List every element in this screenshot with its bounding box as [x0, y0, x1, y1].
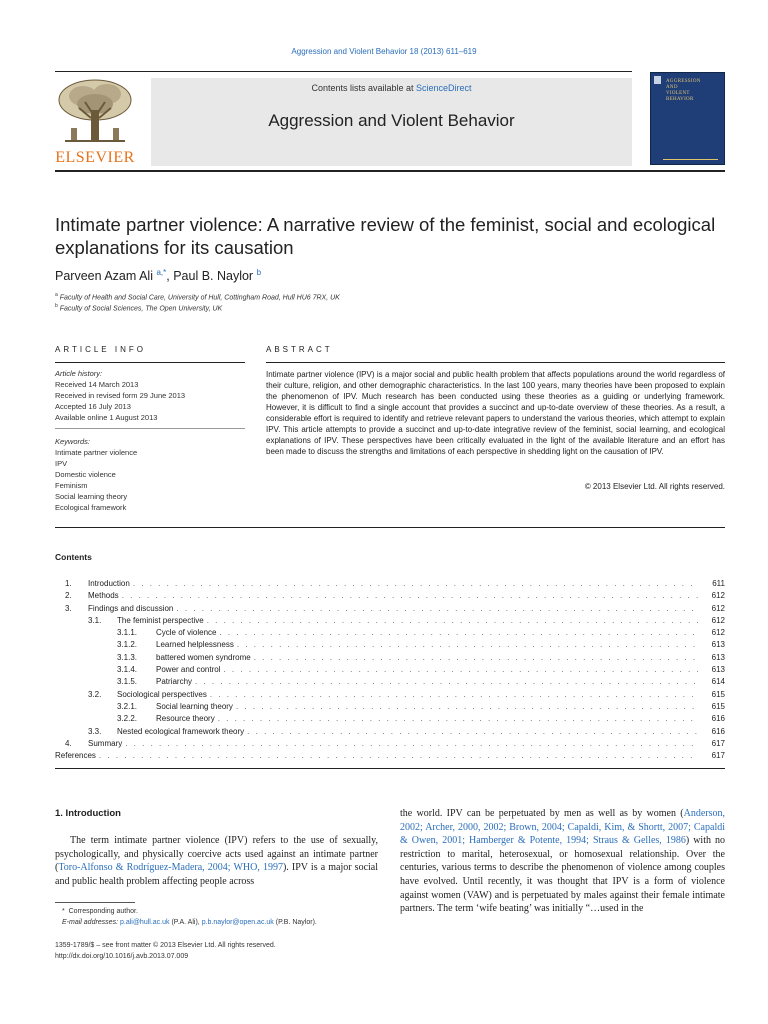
toc-page-number: 613 [711, 640, 725, 650]
cover-stripe [663, 159, 718, 160]
email-note: (P.B. Naylor). [273, 919, 317, 926]
toc-leader-dots [125, 738, 699, 750]
toc-page-number: 617 [711, 738, 725, 748]
toc-page-number: 611 [712, 579, 725, 588]
introduction-heading: 1. Introduction [55, 808, 121, 819]
toc-leader-dots [195, 676, 699, 688]
affil-marker: b [55, 303, 58, 309]
contents-prefix: Contents lists available at [311, 83, 417, 93]
toc-page-number: 613 [711, 652, 725, 662]
citation-link[interactable]: Anderson, 2002; Archer, 2000, 2002; Brown, 2004; Capaldi, Kim, & Shortt, 2007; Capaldi & Owen, 2001; Hamberger & Potente, 1994; Straus & Gelles, 1986 [400, 808, 725, 847]
cover-title [666, 79, 701, 103]
doi-link[interactable]: http://dx.doi.org/10.1016/j.avb.2013.07.009 [55, 953, 189, 960]
abstract-rule [266, 362, 725, 363]
journal-cover-thumbnail [650, 72, 725, 165]
toc-number: 3.2.1. [117, 701, 138, 711]
toc-entry[interactable] [55, 676, 725, 688]
toc-entry[interactable] [55, 615, 725, 627]
toc-leader-dots [247, 726, 699, 738]
cover-line: BEHAVIOR [666, 97, 694, 102]
toc-entry[interactable] [55, 738, 725, 750]
toc-entry[interactable] [55, 726, 725, 738]
toc-leader-dots [133, 578, 699, 590]
journal-reference[interactable]: Aggression and Violent Behavior 18 (2013) 611–619 [291, 47, 477, 56]
keyword: Social learning theory [55, 492, 128, 501]
corresponding-author-mark[interactable]: * [163, 268, 167, 277]
footnote-mark: * [62, 908, 65, 915]
toc-number: 3.3. [88, 726, 102, 736]
toc-title[interactable]: Patriarchy [156, 677, 193, 687]
toc-title[interactable]: Introduction [88, 579, 130, 588]
toc-title[interactable]: Summary [88, 738, 123, 748]
toc-title[interactable]: Nested ecological framework theory [117, 726, 245, 736]
author-separator: , [166, 269, 174, 284]
toc-page-number: 615 [711, 689, 725, 699]
toc-page-number: 613 [711, 665, 725, 675]
toc-page-number: 617 [711, 751, 725, 761]
toc-page-number: 615 [711, 701, 725, 711]
cover-line: AGGRESSION [666, 79, 701, 84]
article-title: Intimate partner violence: A narrative review of the feminist, social and ecological explanations for its causation [55, 214, 716, 258]
toc-number: 3.1.1. [117, 628, 138, 638]
keyword: Ecological framework [55, 503, 127, 512]
history-entry: Accepted 16 July 2013 [55, 402, 131, 411]
toc-entry[interactable] [55, 750, 725, 762]
toc-title[interactable]: Cycle of violence [156, 628, 217, 638]
issn-line: 1359-1789/$ – see front matter © 2013 Elsevier Ltd. All rights reserved. [55, 942, 276, 949]
body-text: ). IPV is a major social and public health problem affecting people across [55, 862, 378, 887]
toc-number: 3.1. [88, 615, 102, 625]
keyword: Domestic violence [55, 470, 116, 479]
toc-number: 3.2. [88, 689, 102, 699]
toc-entry[interactable] [55, 590, 725, 602]
toc-page-number: 612 [711, 603, 725, 613]
toc-leader-dots [219, 627, 699, 639]
toc-number: 4. [65, 738, 72, 748]
corresponding-author-note [55, 908, 378, 915]
footnote-text: Corresponding author. [68, 908, 138, 915]
affil-text: Faculty of Social Sciences, The Open University, UK [57, 305, 223, 313]
email-link[interactable]: p.ali@hull.ac.uk [119, 919, 170, 926]
author-name: Parveen Azam Ali [55, 269, 153, 284]
toc-title[interactable]: Findings and discussion [88, 603, 174, 613]
toc-title[interactable]: Sociological perspectives [117, 689, 207, 699]
toc-leader-dots [223, 664, 699, 676]
author-list [55, 268, 261, 283]
toc-number: 2. [65, 591, 72, 601]
toc-title[interactable]: References [55, 751, 96, 761]
journal-title: Aggression and Violent Behavior [268, 111, 515, 130]
toc-leader-dots [236, 701, 699, 713]
toc-leader-dots [218, 713, 699, 725]
cover-line: AND [666, 85, 678, 90]
toc-leader-dots [254, 652, 699, 664]
abstract-heading: ABSTRACT [266, 345, 333, 354]
affil-text: Faculty of Health and Social Care, University of Hull, Cottingham Road, Hull HU6 7RX, UK [57, 294, 340, 302]
body-text: The term intimate partner violence (IPV) refers to the use of sexually, psychologically, and physically coercive acts used against an intimate partner ( [55, 835, 378, 874]
cover-logo-icon [654, 76, 661, 84]
toc-entry[interactable] [55, 652, 725, 664]
email-label: E-mail addresses: [62, 919, 119, 926]
toc-title[interactable]: Resource theory [156, 714, 215, 724]
toc-entry[interactable] [55, 578, 725, 590]
contents-top-rule [55, 527, 725, 528]
toc-number: 3.1.3. [117, 652, 138, 662]
toc-page-number: 612 [711, 628, 725, 638]
toc-number: 1. [65, 579, 72, 588]
author-affil-sup[interactable]: b [256, 268, 262, 277]
tree-icon [55, 78, 135, 148]
contents-bottom-rule [55, 768, 725, 769]
toc-title[interactable]: Power and control [156, 665, 221, 675]
toc-entry[interactable] [55, 639, 725, 651]
toc-entry[interactable] [55, 627, 725, 639]
footnote-rule [55, 902, 135, 903]
affiliation-a [55, 292, 340, 301]
email-link[interactable]: p.b.naylor@open.ac.uk [201, 919, 274, 926]
keywords-label: Keywords: [55, 437, 91, 446]
header-top-rule [55, 71, 632, 72]
toc-title[interactable]: Methods [88, 591, 119, 601]
affil-marker: a [55, 292, 58, 298]
email-note: (P.A. Ali), [169, 919, 202, 926]
keyword: Feminism [55, 481, 88, 490]
toc-page-number: 614 [711, 677, 725, 687]
toc-page-number: 612 [711, 615, 725, 625]
toc-number: 3.1.2. [117, 640, 138, 650]
article-history [55, 368, 245, 423]
toc-entry[interactable] [55, 664, 725, 676]
cover-line: VIOLENT [666, 91, 690, 96]
toc-number: 3.1.5. [117, 677, 138, 687]
toc-leader-dots [207, 615, 699, 627]
sciencedirect-link[interactable]: ScienceDirect [416, 83, 472, 93]
toc-page-number: 616 [711, 714, 725, 724]
toc-leader-dots [122, 590, 699, 602]
history-entry: Received in revised form 29 June 2013 [55, 391, 186, 400]
table-of-contents [55, 578, 725, 762]
history-entry: Received 14 March 2013 [55, 380, 139, 389]
abstract-text: Intimate partner violence (IPV) is a major social and public health problem that affects populations around the world regardless of their culture, religion, and other demographic characteristics. In the last 100 years, many theories have been proposed to explain the phenomenon of IPV. Much research has been conducted using these theories as a guiding or underlying framework. However, it is difficult to find a single account that provides a succinct and up-to-date overview of these theories. As a result, a considerable effort is required to identify and retrieve relevant papers to understand the various theories, which attempt to explain IPV. This article attempts to provide a succinct and up-to-date integrative review of the feminist, social learning, and ecological explanations of IPV. These perspectives have been critically evaluated in the light of the available literature and an effort has been made to discuss the strengths and limitations of each perspective in shedding light on the causation of IPV. [266, 370, 725, 456]
toc-number: 3. [65, 603, 72, 613]
abstract-copyright: © 2013 Elsevier Ltd. All rights reserved. [584, 482, 725, 491]
body-paragraph [55, 834, 378, 888]
info-divider [55, 428, 245, 429]
toc-number: 3.2.2. [117, 714, 138, 724]
toc-number: 3.1.4. [117, 665, 138, 675]
toc-page-number: 616 [711, 726, 725, 736]
toc-entry[interactable] [55, 701, 725, 713]
toc-entry[interactable] [55, 689, 725, 701]
toc-leader-dots [99, 750, 699, 762]
body-text: ) with no restriction to marital, heterosexual, or homosexual relationship. Over the centuries, various terms to describe the phenomenon of violence among couples have evolved. Until recently, it was thought that IPV is a form of violence against women (VAW) and is perpetuated by males against their female intimate partners. The term ‘wife beating’ was initially “…used in the [400, 835, 725, 915]
toc-title[interactable]: Learned helplessness [156, 640, 234, 650]
toc-leader-dots [237, 639, 699, 651]
article-info-rule [55, 362, 245, 363]
email-addresses [55, 919, 378, 926]
toc-leader-dots [210, 689, 699, 701]
toc-page-number: 612 [711, 591, 725, 601]
citation-link[interactable]: Toro-Alfonso & Rodríguez-Madera, 2004; WHO, 1997 [58, 862, 283, 874]
history-entry: Available online 1 August 2013 [55, 413, 158, 422]
author-affil-sup[interactable]: a, [156, 268, 164, 277]
keyword: Intimate partner violence [55, 448, 138, 457]
journal-header-box [151, 78, 632, 166]
contents-available-line [151, 83, 632, 93]
body-column-left [55, 834, 378, 888]
keyword: IPV [55, 459, 68, 468]
toc-title[interactable]: The feminist perspective [117, 615, 204, 625]
history-label: Article history: [55, 369, 103, 378]
article-info-heading: ARTICLE INFO [55, 345, 146, 354]
body-column-right [400, 807, 725, 916]
author-name: Paul B. Naylor [173, 269, 254, 284]
toc-title[interactable]: battered women syndrome [156, 652, 251, 662]
header-bottom-rule [55, 170, 725, 172]
publisher-name: ELSEVIER [55, 149, 135, 166]
toc-leader-dots [176, 603, 699, 615]
affiliation-b [55, 303, 222, 312]
keywords-block [55, 436, 245, 513]
toc-entry[interactable] [55, 603, 725, 615]
toc-entry[interactable] [55, 713, 725, 725]
body-text: the world. IPV can be perpetuated by men as well as by women ( [400, 808, 684, 819]
contents-heading: Contents [55, 552, 92, 562]
toc-title[interactable]: Social learning theory [156, 701, 233, 711]
